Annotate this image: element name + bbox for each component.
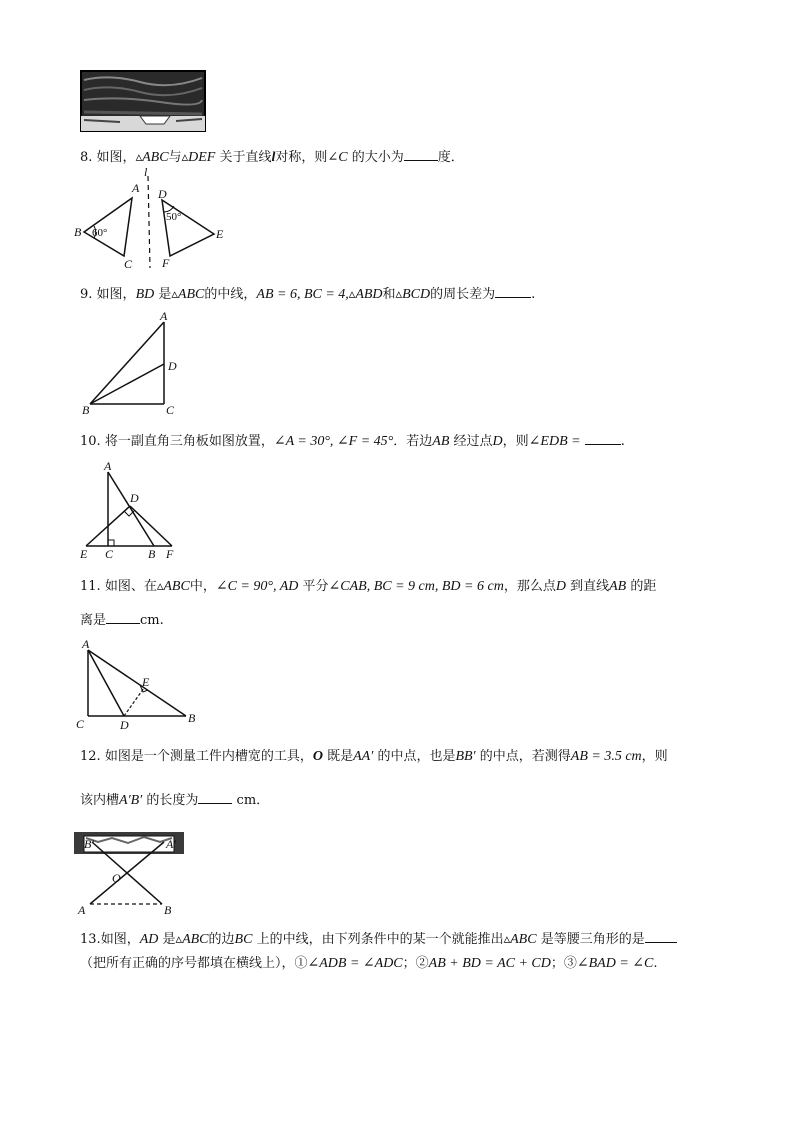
answer-blank[interactable] <box>495 285 531 298</box>
label-B: B <box>82 403 90 417</box>
answer-blank[interactable] <box>106 611 140 624</box>
question-11-text-line2: 离是 cm. <box>80 613 164 628</box>
label-A: A <box>78 903 86 917</box>
label-E: E <box>142 675 150 689</box>
moon-picture <box>80 70 206 132</box>
angle-50: 50° <box>166 211 182 223</box>
label-E: E <box>80 547 88 561</box>
label-C: C <box>124 257 133 271</box>
label-A: A <box>132 181 140 195</box>
question-8-text: 8. 如图，▵ABC与▵DEF 关于直线l对称，则∠C 的大小为 度． <box>80 150 464 165</box>
figure-q12 <box>72 828 188 918</box>
label-O: O <box>112 871 121 885</box>
question-12-text: 12. 如图是一个测量工件内槽宽的工具，O 既是AA′ 的中点，也是BB′ 的中点，若测得AB = 3.5 cm，则 <box>80 749 668 764</box>
label-E: E <box>216 227 224 241</box>
figure-q9 <box>80 309 190 420</box>
answer-blank[interactable] <box>404 148 438 161</box>
label-D: D <box>130 491 139 505</box>
label-C: C <box>105 547 114 561</box>
question-13-text-line2: （把所有正确的序号都填在横线上），①∠ADB = ∠ADC；②AB + BD = AC + CD；③∠BAD = ∠C. <box>80 956 658 971</box>
question-12-text-line2: 该内槽A′B′ 的长度为 cm． <box>80 793 270 808</box>
label-A-prime: A′ <box>166 837 176 851</box>
label-B-prime: B′ <box>84 837 94 851</box>
label-C: C <box>76 717 85 731</box>
figure-q10 <box>78 458 188 562</box>
answer-blank[interactable] <box>585 432 621 445</box>
angle-60: 60° <box>92 227 108 239</box>
label-F: F <box>166 547 174 561</box>
label-A: A <box>104 459 112 473</box>
label-A: A <box>160 309 168 323</box>
question-13-text: 13.如图，AD 是▵ABC的边BC 上的中线，由下列条件中的某一个就能推出▵ABC 是等腰三角形的是 <box>80 930 677 949</box>
answer-blank[interactable] <box>198 791 232 804</box>
label-D: D <box>168 359 177 373</box>
figure-q8 <box>74 165 230 271</box>
label-B: B <box>164 903 172 917</box>
label-D: D <box>158 187 167 201</box>
label-A: A <box>82 637 90 651</box>
answer-blank[interactable] <box>645 930 677 943</box>
label-B: B <box>188 711 196 725</box>
label-D: D <box>120 718 129 732</box>
label-B: B <box>148 547 156 561</box>
question-9-text: 9. 如图，BD 是▵ABC的中线，AB = 6, BC = 4,▵ABD和▵BCD的周长差为 . <box>80 287 536 302</box>
label-F: F <box>162 256 170 270</box>
label-C: C <box>166 403 175 417</box>
label-l: l <box>144 165 148 179</box>
figure-q11 <box>74 636 204 734</box>
label-B: B <box>74 225 82 239</box>
question-10-text: 10. 将一副直角三角板如图放置，∠A = 30°, ∠F = 45°．若边AB 经过点D，则∠EDB = . <box>80 434 625 449</box>
question-11-text: 11. 如图、在▵ABC中，∠C = 90°, AD 平分∠CAB, BC = 9 cm, BD = 6 cm，那么点D 到直线AB 的距 <box>80 579 657 594</box>
